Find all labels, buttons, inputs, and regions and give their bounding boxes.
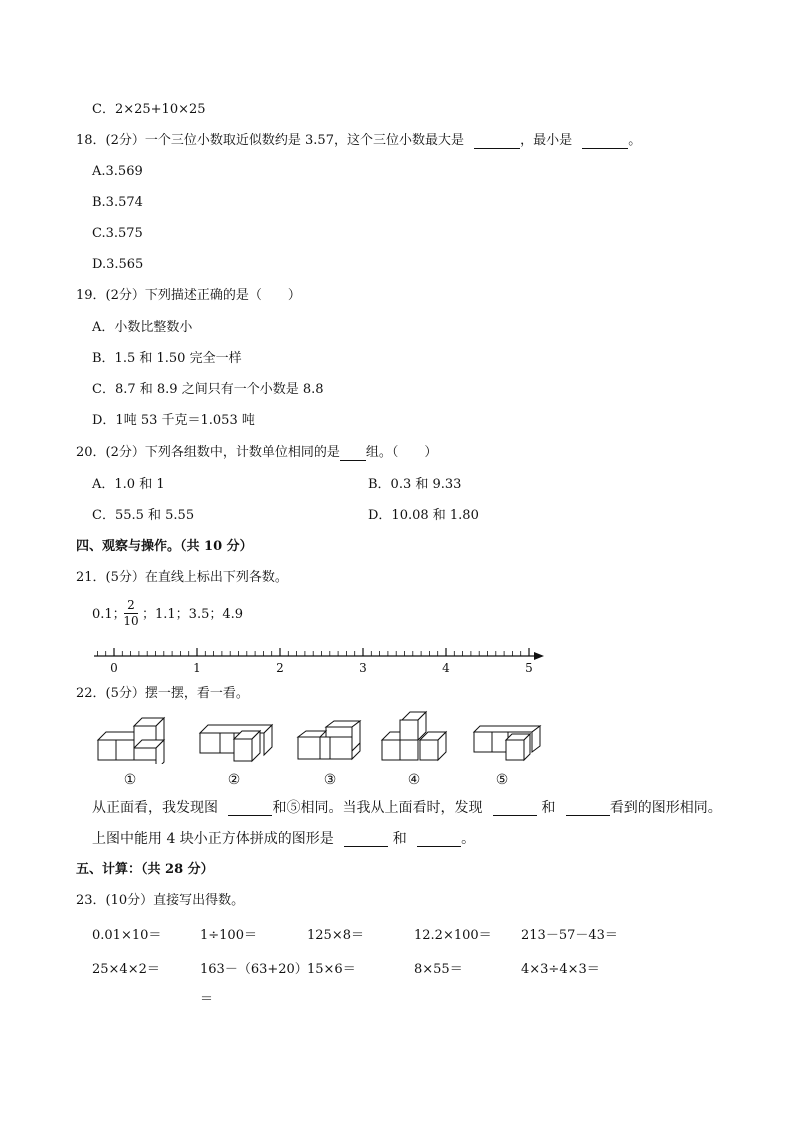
fraction-denominator: 10	[123, 614, 139, 628]
q20-stem-text: 20．(2分）下列各组数中，计数单位相同的是	[76, 445, 340, 460]
q23-r2-c3: 15×6＝	[307, 962, 356, 977]
q21-list-start: 0.1；	[92, 607, 126, 622]
q18-blank-max[interactable]	[474, 136, 520, 149]
q22-line2-text-a: 上图中能用 4 块小正方体拼成的图形是	[92, 831, 334, 847]
q22-line-1	[92, 800, 722, 816]
section4-heading: 四、观察与操作。（共 10 分）	[76, 539, 253, 554]
figure-label-3: ③	[323, 772, 337, 788]
q23-r2-c2-equals: ＝	[200, 992, 214, 1007]
axis-label-1: 1	[193, 661, 201, 675]
q18-stem-mid: ，最小是	[520, 133, 573, 148]
q22-line1-text-c: 和	[541, 800, 556, 816]
q22-blank-four-2[interactable]	[417, 834, 461, 847]
cube-figure-5	[472, 722, 542, 764]
q20-option-b: B．0.3 和 9.33	[368, 477, 462, 492]
axis-label-4: 4	[442, 661, 450, 675]
cube-figure-2	[198, 719, 278, 763]
q22-line1-text-a: 从正面看，我发现图	[92, 800, 218, 816]
q18-stem	[76, 133, 641, 149]
axis-label-0: 0	[110, 661, 118, 675]
q23-r1-c5: 213－57－43＝	[521, 928, 618, 943]
q22-stem: 22．(5分）摆一摆，看一看。	[76, 686, 249, 701]
figure-label-4: ④	[407, 772, 421, 788]
q22-line1-text-d: 看到的图形相同。	[609, 800, 722, 816]
q18-option-d: D.3.565	[92, 257, 144, 272]
q20-stem-end: 组。（ ）	[365, 445, 438, 460]
q19-option-b: B．1.5 和 1.50 完全一样	[92, 351, 242, 366]
q21-list-end: ；1.1；3.5；4.9	[142, 607, 244, 622]
q22-line2-text-c: 。	[461, 831, 476, 847]
axis-label-2: 2	[276, 661, 284, 675]
number-line-arrow	[534, 652, 544, 660]
q22-line-2	[92, 831, 475, 847]
number-line[interactable]	[88, 646, 548, 676]
q22-blank-four-1[interactable]	[344, 834, 388, 847]
q19-option-d: D．1吨 53 千克＝1.053 吨	[92, 413, 255, 428]
q19-stem: 19．(2分）下列描述正确的是（ ）	[76, 288, 301, 303]
q18-option-b: B.3.574	[92, 195, 143, 210]
q20-option-d: D．10.08 和 1.80	[368, 508, 479, 523]
q22-blank-top-2[interactable]	[566, 803, 610, 816]
q23-stem: 23．(10分）直接写出得数。	[76, 893, 245, 908]
cube-figure-4	[380, 710, 452, 762]
q21-fraction	[122, 598, 140, 628]
fraction-numerator: 2	[127, 598, 135, 612]
figure-label-1: ①	[123, 772, 137, 788]
q18-option-c: C.3.575	[92, 226, 143, 241]
q20-stem	[76, 445, 437, 461]
figure-label-2: ②	[227, 772, 241, 788]
figure-label-5: ⑤	[495, 772, 509, 788]
axis-label-3: 3	[359, 661, 367, 675]
q22-blank-top-1[interactable]	[493, 803, 537, 816]
q18-stem-text: 18．(2分）一个三位小数取近似数约是 3.57，这个三位小数最大是	[76, 133, 464, 148]
q20-option-c: C．55.5 和 5.55	[92, 508, 195, 523]
q22-line2-text-b: 和	[392, 831, 407, 847]
q18-blank-min[interactable]	[582, 136, 628, 149]
q18-option-a: A.3.569	[92, 164, 143, 179]
number-line-ticks	[97, 648, 529, 656]
q19-option-c: C．8.7 和 8.9 之间只有一个小数是 8.8	[92, 382, 324, 397]
q22-blank-front[interactable]	[228, 803, 272, 816]
section5-heading: 五、计算：（共 28 分）	[76, 862, 214, 877]
q23-r2-c1: 25×4×2＝	[92, 962, 160, 977]
q23-r1-c4: 12.2×100＝	[414, 928, 492, 943]
q23-r2-c4: 8×55＝	[414, 962, 463, 977]
q20-blank[interactable]	[340, 448, 366, 461]
q23-r1-c3: 125×8＝	[307, 928, 364, 943]
q23-r2-c5: 4×3÷4×3＝	[521, 962, 600, 977]
q23-r1-c2: 1÷100＝	[200, 928, 257, 943]
cube-figure-3	[296, 719, 362, 763]
q23-r1-c1: 0.01×10＝	[92, 928, 162, 943]
q22-line1-text-b: 和⑤相同。当我从上面看时，发现	[272, 800, 483, 816]
q21-stem: 21．(5分）在直线上标出下列各数。	[76, 570, 288, 585]
q17-option-c: C．2×25+10×25	[92, 102, 206, 117]
number-line-labels	[110, 661, 533, 675]
q18-stem-end: 。	[628, 133, 642, 148]
axis-label-5: 5	[525, 661, 533, 675]
cube-figure-1	[94, 714, 166, 764]
q19-option-a: A．小数比整数小	[92, 320, 193, 335]
q20-option-a: A．1.0 和 1	[92, 477, 165, 492]
q23-r2-c2: 163－（63+20）	[200, 962, 308, 977]
